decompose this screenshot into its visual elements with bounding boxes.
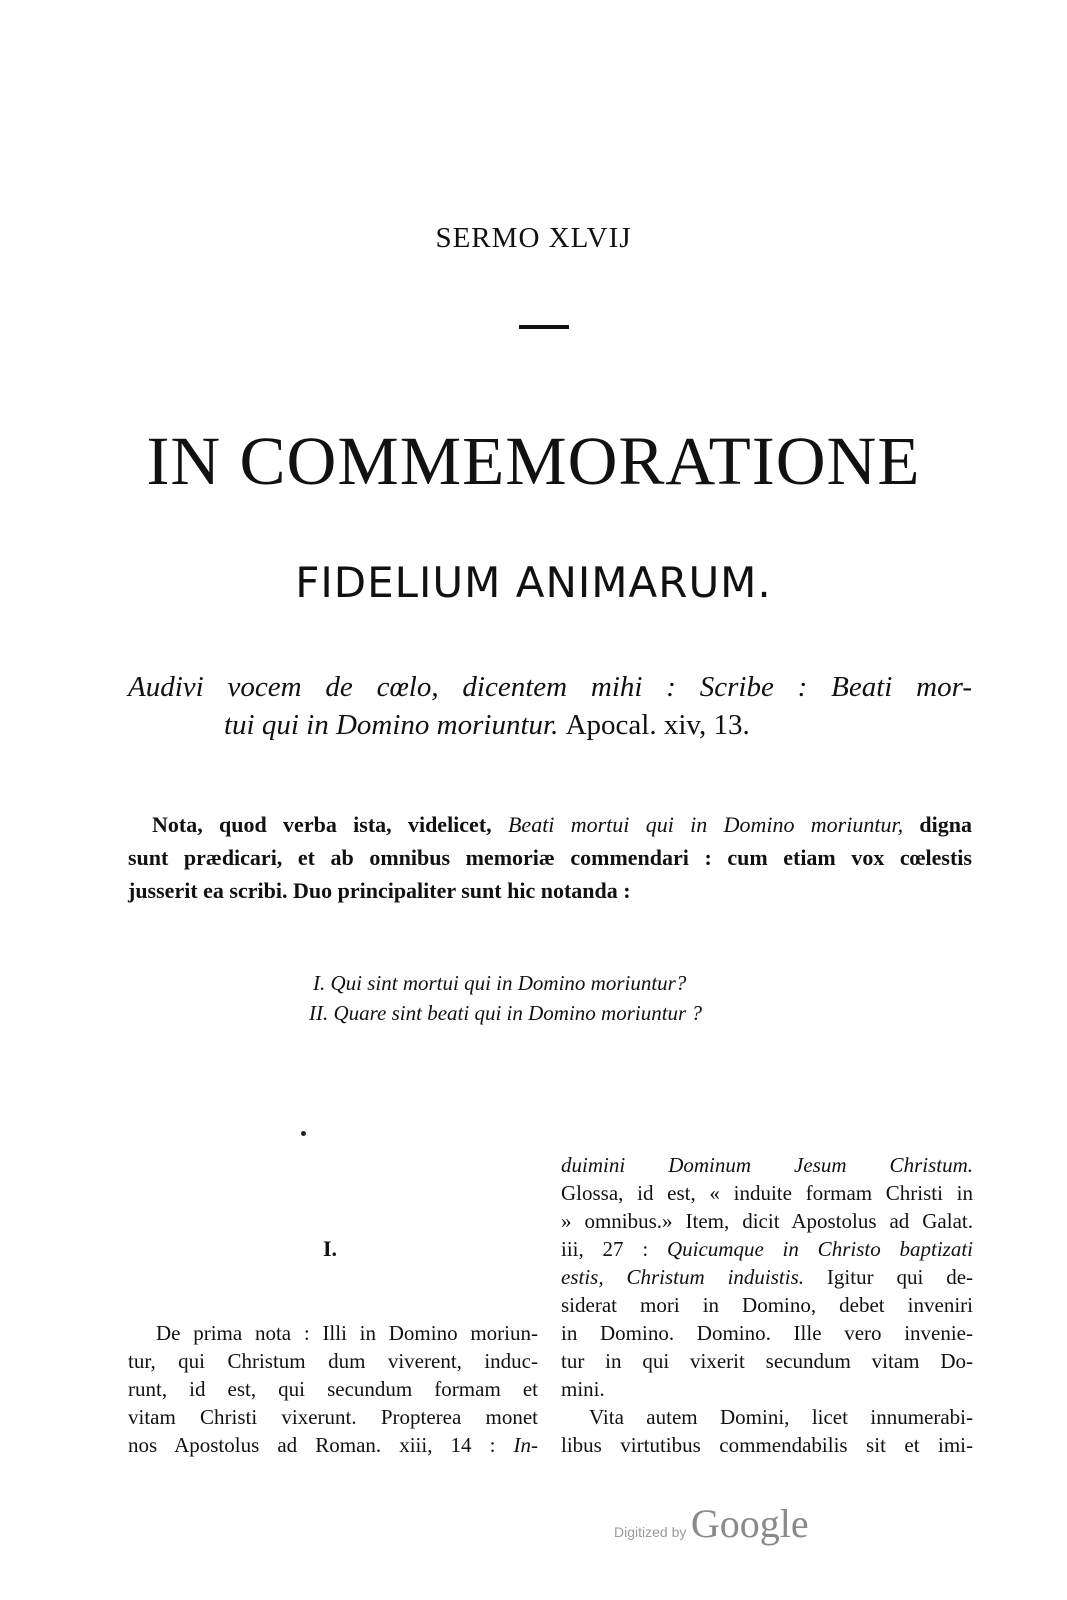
text-span-italic: In- — [513, 1433, 539, 1457]
intro-line-3: jusserit ea scribi. Duo principaliter sunt hic notanda : — [128, 878, 631, 903]
text-span-italic: Quicumque in Christo baptizati — [666, 1237, 974, 1261]
google-logo: Google — [690, 1501, 809, 1546]
print-speck — [301, 1131, 306, 1136]
text-line — [128, 1431, 538, 1459]
text-line: libus virtutibus commendabilis sit et imi- — [561, 1433, 973, 1457]
text-line: De prima nota : Illi in Domino moriun- — [156, 1321, 538, 1345]
text-span: nos Apostolus ad Roman. xiii, 14 : — [128, 1433, 496, 1457]
page-subtitle: FIDELIUM ANIMARUM. — [295, 558, 772, 607]
text-line: » omnibus.» Item, dicit Apostolus ad Galat. — [561, 1209, 973, 1233]
epigraph-reference: Apocal. xiv, 13. — [565, 709, 750, 741]
text-line: runt, id est, qui secundum formam et — [128, 1377, 538, 1401]
right-column — [561, 1151, 973, 1459]
text-line: in Domino. Domino. Ille vero invenie- — [561, 1321, 973, 1345]
text-line: vitam Christi vixerunt. Propterea monet — [128, 1405, 538, 1429]
intro-line-2: sunt prædicari, et ab omnibus memoriæ commendari : cum etiam vox cœlestis — [128, 845, 972, 870]
intro-paragraph — [128, 808, 972, 907]
page-title: IN COMMEMORATIONE — [146, 423, 921, 499]
question-item: II. Quare sint beati qui in Domino moriuntur ? — [309, 1001, 702, 1025]
questions-list — [309, 968, 702, 1028]
text-span: Igitur qui de- — [826, 1265, 974, 1289]
section-number: I. — [322, 1236, 338, 1261]
epigraph-quote-end: tui qui in Domino moriuntur. — [224, 709, 559, 741]
text-line: Vita autem Domini, licet innumerabi- — [589, 1405, 973, 1429]
text-span-italic: duimini Dominum Jesum Christum. — [561, 1153, 973, 1177]
epigraph-line-2 — [128, 706, 972, 744]
intro-quote: Beati mortui qui in Domino moriuntur, — [507, 812, 904, 837]
text-line: tur, qui Christum dum viverent, induc- — [128, 1349, 538, 1373]
text-line: tur in qui vixerit secundum vitam Do- — [561, 1349, 973, 1373]
epigraph-line-1: Audivi vocem de cœlo, dicentem mihi : Scribe : Beati mor- — [128, 671, 972, 703]
digitized-watermark — [614, 1500, 809, 1547]
text-line: mini. — [561, 1377, 605, 1401]
title-divider — [519, 325, 569, 329]
text-line: Glossa, id est, « induite formam Christi in — [561, 1181, 973, 1205]
text-line — [561, 1151, 973, 1179]
intro-text: digna — [919, 812, 973, 837]
intro-line-1 — [128, 808, 972, 841]
text-span-italic: estis, Christum induistis. — [561, 1265, 804, 1289]
text-line: siderat mori in Domino, debet inveniri — [561, 1293, 973, 1317]
question-item: I. Qui sint mortui qui in Domino moriuntur? — [313, 971, 687, 995]
digitized-label: Digitized by — [614, 1524, 687, 1540]
epigraph — [128, 668, 972, 744]
text-line — [561, 1235, 973, 1263]
intro-text: Nota, quod verba ista, videlicet, — [152, 812, 492, 837]
sermon-number: SERMO XLVIJ — [435, 222, 632, 254]
text-line — [561, 1263, 973, 1291]
text-span: iii, 27 : — [561, 1237, 649, 1261]
left-column — [128, 1319, 538, 1459]
